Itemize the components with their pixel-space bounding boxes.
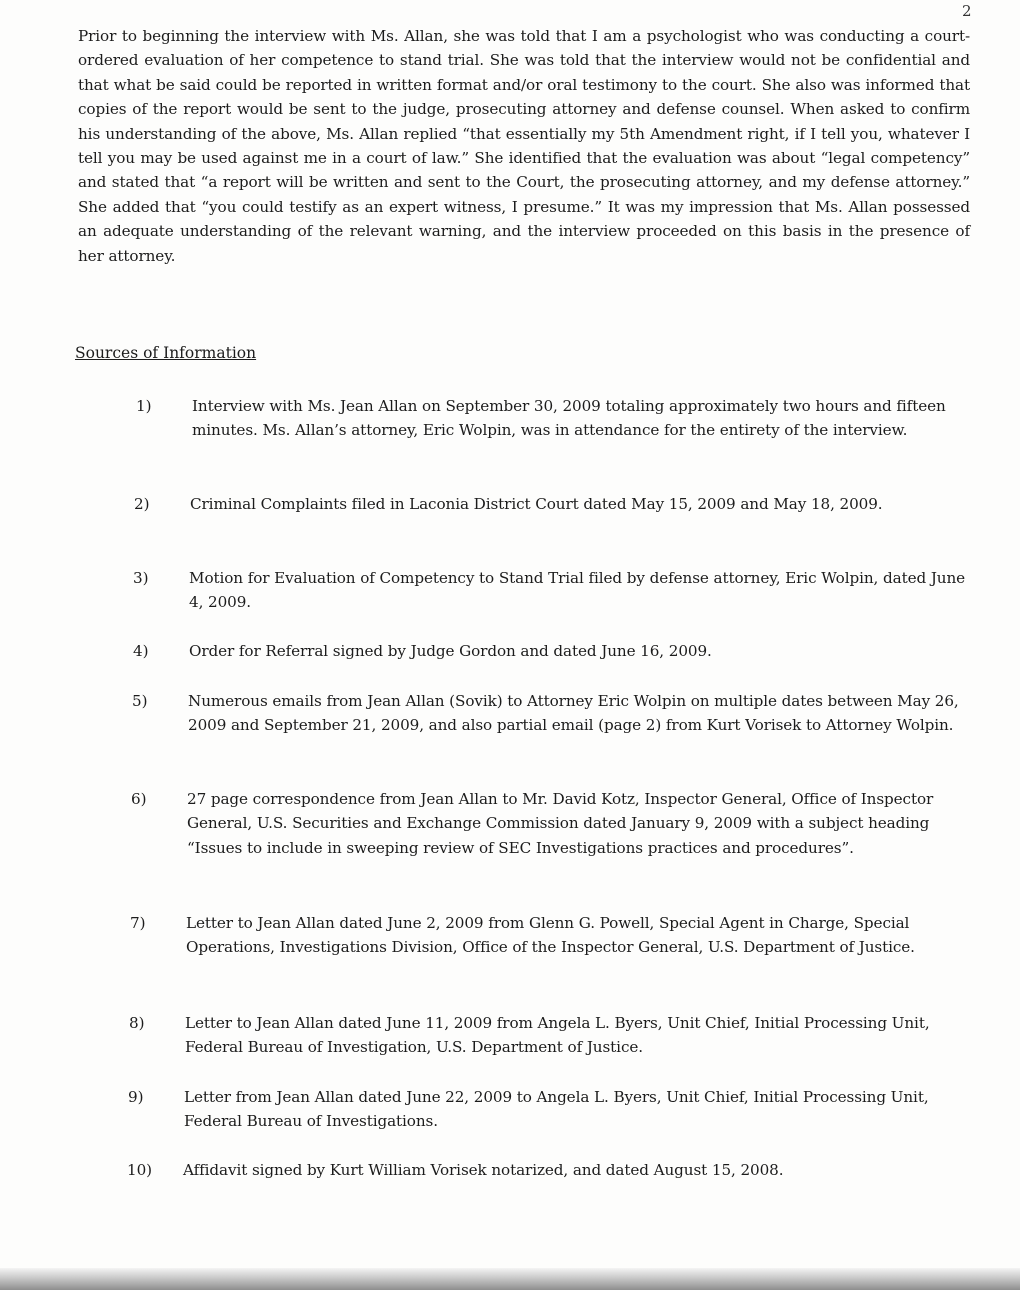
- page-number: 2: [962, 2, 972, 20]
- list-item-number: 5): [132, 692, 148, 710]
- list-item: [133, 566, 979, 615]
- section-heading-sources: Sources of Information: [75, 344, 257, 362]
- list-item: [136, 394, 982, 443]
- list-item: [128, 1085, 974, 1134]
- list-item-number: 4): [133, 642, 149, 660]
- list-item-number: 7): [130, 914, 146, 932]
- list-item-number: 8): [129, 1014, 145, 1032]
- list-item: [134, 492, 980, 516]
- list-item-text: Order for Referral signed by Judge Gordon and dated June 16, 2009.: [189, 642, 712, 660]
- intro-paragraph: Prior to beginning the interview with Ms. Allan, she was told that I am a psychologist who was conducting a court-ordered evaluation of her competence to stand trial. She was told that the interview would not be confidential and that what be said could be reported in written format and/or oral testimony to the court. She also was informed that copies of the report would be sent to the judge, prosecuting attorney and defense counsel. When asked to confirm his understanding of the above, Ms. Allan replied “that essentially my 5th Amendment right, if I tell you, whatever I tell you may be used against me in a court of law.” She identified that the evaluation was about “legal competency” and stated that “a report will be written and sent to the Court, the prosecuting attorney, and my defense attorney.” She added that “you could testify as an expert witness, I presume.” It was my impression that Ms. Allan possessed an adequate understanding of the relevant warning, and the interview proceeded on this basis in the presence of her attorney.: [78, 27, 970, 265]
- list-item: [133, 639, 979, 663]
- list-item: [130, 911, 976, 960]
- list-item-text: Letter to Jean Allan dated June 2, 2009 from Glenn G. Powell, Special Agent in Charge, Special Operations, Investigations Division, Office of the Inspector General, U.S. Department of Justice.: [186, 914, 915, 957]
- list-item-text: Interview with Ms. Jean Allan on September 30, 2009 totaling approximately two hours and fifteen minutes. Ms. Allan’s attorney, Eric Wolpin, was in attendance for the entirety of the interview.: [192, 397, 946, 440]
- list-item-text: Criminal Complaints filed in Laconia District Court dated May 15, 2009 and May 18, 2009.: [190, 495, 883, 513]
- list-item-text: Affidavit signed by Kurt William Vorisek notarized, and dated August 15, 2008.: [183, 1161, 784, 1179]
- list-item-text: Letter from Jean Allan dated June 22, 2009 to Angela L. Byers, Unit Chief, Initial Processing Unit, Federal Bureau of Investigations.: [184, 1088, 929, 1131]
- list-item-text: 27 page correspondence from Jean Allan to Mr. David Kotz, Inspector General, Office of Inspector General, U.S. Securities and Exchange Commission dated January 9, 2009 with a subject heading “Issues to include in sweeping review of SEC Investigations practices and procedures”.: [187, 790, 934, 857]
- list-item-number: 6): [131, 790, 147, 808]
- list-item: [127, 1158, 973, 1182]
- scan-bottom-edge: [0, 1268, 1020, 1290]
- list-item-number: 10): [127, 1161, 152, 1179]
- list-item-number: 3): [133, 569, 149, 587]
- list-item-number: 9): [128, 1088, 144, 1106]
- list-item: [129, 1011, 975, 1060]
- list-item-text: Numerous emails from Jean Allan (Sovik) to Attorney Eric Wolpin on multiple dates between May 26, 2009 and September 21, 2009, and also partial email (page 2) from Kurt Vorisek to Attorney Wolpin.: [188, 692, 959, 735]
- list-item: [131, 787, 977, 860]
- list-item-text: Motion for Evaluation of Competency to Stand Trial filed by defense attorney, Eric Wolpin, dated June 4, 2009.: [189, 569, 966, 612]
- list-item-number: 2): [134, 495, 150, 513]
- list-item-number: 1): [136, 397, 152, 415]
- list-item-text: Letter to Jean Allan dated June 11, 2009 from Angela L. Byers, Unit Chief, Initial Processing Unit, Federal Bureau of Investigation, U.S. Department of Justice.: [185, 1014, 930, 1057]
- list-item: [132, 689, 978, 738]
